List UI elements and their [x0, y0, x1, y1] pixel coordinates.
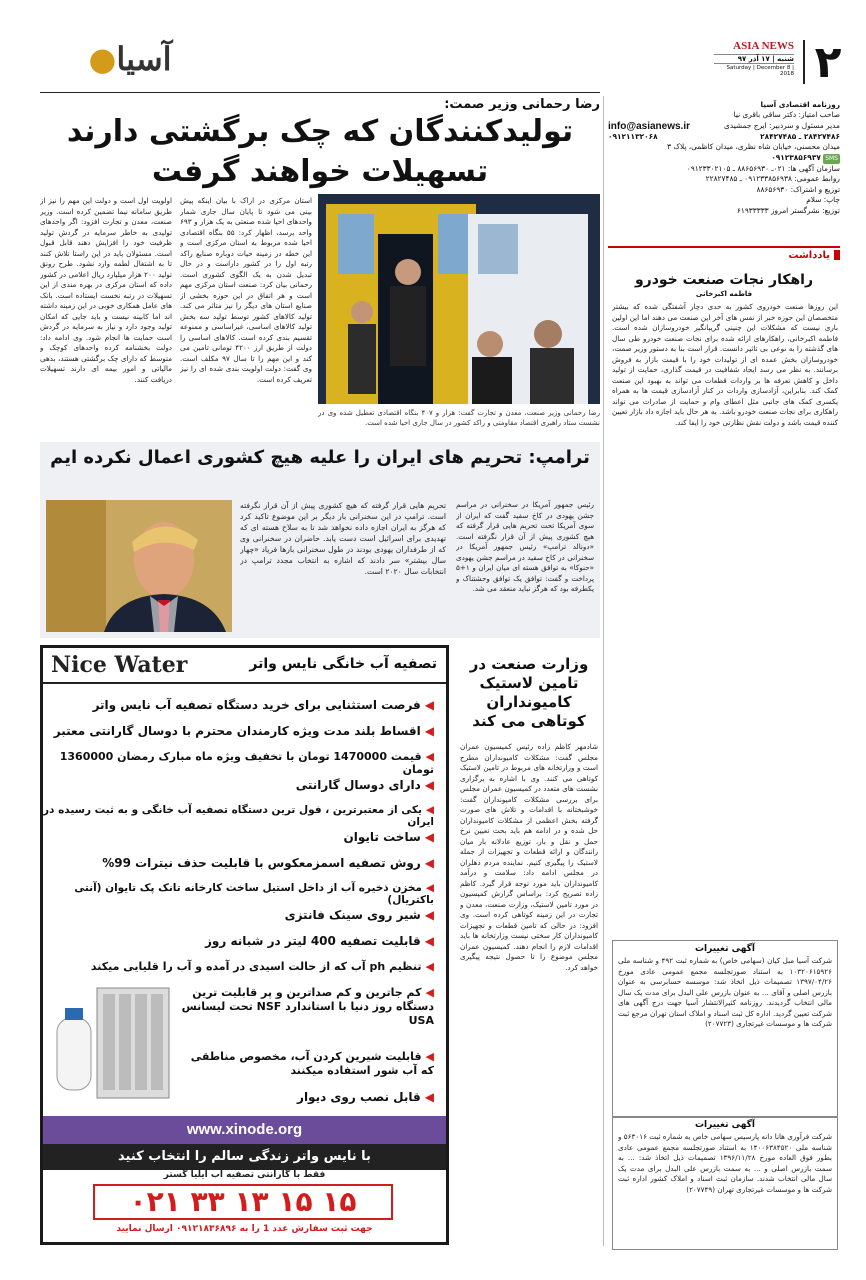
arrow-icon: ◀ [425, 804, 434, 816]
arrow-icon: ◀ [424, 908, 434, 922]
nice-water-ad[interactable] [40, 645, 449, 1245]
section-label: یادداشت [608, 246, 840, 264]
ad-feature: ◀اقساط بلند مدت ویژه کارمندان محترم با دوسال گارانتی معتبر [53, 724, 434, 738]
lead-photo [318, 194, 600, 404]
arrow-icon: ◀ [424, 698, 434, 712]
arrow-icon: ◀ [424, 1090, 434, 1104]
lead-column: استان مرکزی در اراک با بیان اینکه پیش بینی می شود تا پایان سال جاری شمار واحدهای احیا شده صنعتی به یک هزار و ۶۹۳ واحد برسد، اظهار کرد: ۵۵ بنگاه اقتصادی احیا شده مربوط به استان مرکزی است و این خطه در زمینه حیات دوباره صنایع راکد رتبه اول را در کشور داراست و در حال تبدیل شدن به یک الگوی کشوری است. رحمانی بیان کرد: صنعت استان مرکزی مهم است و هر اتفاق در این حوزه بخشی از صنایع استان های دیگر را نیز متاثر می کند. تولید کالاهای کشور توسط تولید سه بخش تولید کالاهای اساسی، غیراساسی و ممنوعه تقسیم بندی کرده است. کالاهای اساسی را دولت از طریق ارز ۴۲۰۰ تومانی تامین می کند و این مهم را تا سال ۹۷ مکلف است. وی گفت: دولت اولویت بندی شده ای را نیز تعریف کرده است. [180, 196, 312, 384]
photo-caption: رضا رحمانی وزیر صنعت، معدن و تجارت گفت: هزار و ۴۰۷ بنگاه اقتصادی تعطیل شده وی در نشست ستاد راهبری اقتصاد مقاومتی و راکد کشور در سال جاری احیا شده است. [318, 409, 600, 427]
ad-slogan: با نایس واتر زندگی سالم را انتخاب کنید [43, 1144, 446, 1170]
lead-column: اولویت اول است و دولت این مهم را نیز از طریق سامانه نیما تضمین کرده است. وزیر صنعت، معدن و تجارت افزود: اگر واحدهای تولیدی به خاطر سرمایه در گردش تولید ظرفیت خود را افزایش دهند قابل قبول است. مسئولان باید در این راستا تلاش کنند تا به اشتغال لطمه وارد نشود. طرح رونق تولید ۲۰۰ هزار میلیارد ریال اعلامی در کشور داده که استان مرکزی در بهره مندی از این تسهیلات در رتبه نخست ایستاده است. بانک های عامل همکاری خوبی در این زمینه داشته اند اما کابینه نیست و باید جایی که امکان تولید وجود دارد و نیاز به سرمایه در گردش است حمایت ها انجام شود. وی ادامه داد: دولت بخشنامه کرده واحدهای کوچک و متوسط که دارای چک برگشتی هستند، بدهی مالیاتی و امور بیمه ای دارند تسهیلات دریافت کنند. [40, 196, 172, 384]
legal-notice-title: آگهی تغییرات [694, 944, 756, 954]
date-fa: شنبه | ۱۷ آذر ۹۷ [714, 54, 794, 64]
arrow-icon: ◀ [424, 724, 434, 738]
email-link[interactable]: info@asianews.ir [608, 120, 690, 132]
arrow-icon: ◀ [425, 1050, 434, 1063]
train-scene-icon [318, 194, 600, 404]
logo-dot-icon: ● [88, 40, 117, 78]
imprint-line: مدیر مسئول و سردبیر: ایرج جمشیدی [724, 120, 840, 130]
date-en: Saturday | December 8 | 2018 [726, 65, 794, 77]
ad-feature: ◀کم جاترین و کم صداترین و پر قابلیت ترین دستگاه روز دنیا با استاندارد NSF تحت لیسانس USA [181, 986, 434, 1027]
arrow-icon: ◀ [425, 750, 434, 763]
imprint-box [608, 100, 840, 216]
brand-name: ASIA NEWS [733, 40, 794, 52]
imprint-line: چاپ: سلام [806, 195, 840, 205]
imprint-line: میدان محسنی، خیابان شاه نظری، میدان کاظمی، پلاک ۳ [667, 142, 840, 152]
water-filter-icon [53, 978, 173, 1108]
legal-notice [612, 1116, 838, 1250]
arrow-icon: ◀ [424, 830, 434, 844]
ad-brand-en: Nice Water [51, 652, 188, 678]
trump-photo [46, 500, 232, 632]
ad-phone[interactable]: ۰۲۱ ۳۳ ۱۳ ۱۵ ۱۵ [93, 1184, 393, 1220]
section-marker-icon [834, 250, 840, 260]
imprint-line: صاحب امتیاز: دکتر ساقی باقری نیا [733, 110, 840, 120]
arrow-icon: ◀ [424, 856, 434, 870]
arrow-icon: ◀ [425, 986, 434, 999]
legal-notice-body: شرکت فرآوری هانا دانه پارسیس سهامی خاص به شماره ثبت ۵۶۳۰۱۶ و شناسه ملی ۱۴۰۰۶۳۸۴۵۲۰ به استناد صورتجلسه مجمع عمومی عادی بطور فوق العاده مورخ ۱۳۹۶/۱۱/۲۸ تصمیمات ذیل اتخاذ شد: ... به سمت بازرس اصلی و ... به سمت بازرس علی البدل برای مدت یک سال مالی انتخاب شدند. سازمان ثبت اسناد و املاک کشور اداره ثبت شرکت ها و موسسات غیرتجاری تهران (۲۰۷۷۴۹) [618, 1132, 832, 1194]
filter-product [53, 978, 173, 1108]
sms-icon: SMS [823, 154, 840, 164]
vezarat-headline: وزارت صنعت در تامین لاستیک کامیونداران کوتاهی می کند [469, 655, 589, 730]
note-body: این روزها صنعت خودروی کشور به حدی دچار آشفتگی شده که بیشتر متخصصان این حوزه خبر از نفس های آخر این صنعت می دهند اما این اولین باری نیست که مشکلات این چنینی گریبانگیر خودروسازان شده است. فاطمه اکبرخانی، راهکارهای ارائه شده برای نجات صنعت خودرو طی سال های گذشته را به نوعی بی تاثیر دانست. قرار است بنا به دستور وزیر صمت، خودروسازان بخش عمده ای از تولیدات خود را با قیمت بازار به فروش برسانند. به نظر می رسد ایجاد شفافیت در قیمت گذاری، حمایت از تولید داخل و کاهش تعرفه ها بر واردات قطعات می تواند به بهبود این صنعت کمک کند. بنابراین، آزادسازی واردات در کنار آزادسازی قیمت ها به همراه یکسری کمک های جانبی مثل اعطای وام و حمایت از صادرات می تواند راهکاری برای نجات صنعت خودرو باشد. به هر حال باید اجازه داد بازار تعیین کننده قیمت باشد و دولت نقش نظارتی خود را ایفا کند. [612, 302, 838, 427]
ad-feature: ◀قیمت 1470000 تومان با تخفیف ویژه ماه مبارک رمضان 1360000 تومان [59, 750, 434, 776]
note-title: راهکار نجات صنعت خودرو [634, 272, 814, 288]
trump-headline: ترامپ: تحریم های ایران را علیه هیچ کشوری اعمال نکرده ایم [50, 447, 590, 468]
ad-feature: ◀ساخت تایوان [343, 830, 434, 844]
ad-feature: ◀قابلیت شیرین کردن آب، مخصوص مناطقی که آب شور استفاده میکنند [190, 1050, 434, 1077]
ad-sms-line: جهت ثبت سفارش عدد 1 را به ۰۹۱۲۱۸۳۶۸۹۶ ارسال نمایید [116, 1224, 373, 1234]
imprint-line: توزیع و اشتراک: ۸۸۶۵۶۹۳۰ [756, 184, 840, 194]
arrow-icon: ◀ [425, 960, 434, 973]
newspaper-logo: ●آسیا [88, 40, 172, 78]
imprint-line: روابط عمومی: ۰۹۱۲۳۳۸۵۶۹۳۸ ـ ۲۲۸۲۷۴۸۵ [705, 174, 840, 184]
phone-line: ۲۸۴۲۷۴۸۶ ـ ۲۸۴۲۷۴۸۵ [760, 131, 840, 141]
ad-website-link[interactable]: www.xinode.org [43, 1116, 446, 1144]
ad-feature: ◀مخزن ذخیره آب از داخل استیل ساخت کارخانه تانک پک تایوان (آنتی باکتریال) [74, 882, 434, 906]
portrait-icon [46, 500, 232, 632]
ad-brand-fa: تصفیه آب خانگی نایس واتر [249, 656, 437, 672]
imprint-line: توزیع: نشرگستر امروز ۶۱۹۳۳۳۳۳ [736, 205, 840, 215]
legal-notice-title: آگهی تغییرات [694, 1120, 756, 1130]
legal-notice [612, 940, 838, 1118]
lead-headline: تولیدکنندگان که چک برگشتی دارند تسهیلات خواهند گرفت [66, 114, 574, 189]
ad-feature: ◀روش تصفیه اسمزمعکوس با قابلیت حذف نیترات 99% [102, 856, 434, 870]
imprint-line: روزنامه اقتصادی آسیا [760, 100, 840, 109]
ad-feature: ◀یکی از معتبرترین ، فول ترین دستگاه تصفیه آب خانگی و به ثبت رسیده در ایران [42, 804, 434, 828]
ad-feature: ◀شیر روی سینک فانتزی [284, 908, 434, 922]
phone-line: ۰۹۱۲۱۱۳۲۰۶۸ [608, 131, 658, 141]
trump-column: تحریم هایی قرار گرفته که هیچ کشوری پیش از آن قرار نگرفته است. ترامپ در این سخنرانی بار دیگر بر این موضوع تاکید کرد که هرگز به ایران اجازه داده نخواهد شد تا به سلاح هسته ای که تهدیدی برای اسرائیل است دست یابد. حاضران در سخنرانی وی که از طرفداران یهودی بودند در طول سخنرانی بارها فریاد «چهار سال بیشتر» سر دادند که اشاره به انتخاب مجدد ترامپ در انتخابات سال ۲۰۲۰ است. [240, 501, 446, 576]
arrow-icon: ◀ [424, 934, 434, 948]
page-number: ۲ [814, 37, 842, 88]
sms-number: ۰۹۱۲۳۸۵۶۹۳۷ [771, 152, 821, 162]
note-author: فاطمه اکبرخانی [695, 290, 753, 298]
ad-feature: ◀قابلیت تصفیه 400 لیتر در شبانه روز [205, 934, 434, 948]
arrow-icon: ◀ [425, 882, 434, 894]
ad-feature: ◀تنظیم ph آب که از حالت اسیدی در آمده و آب را قلیایی میکند [90, 960, 434, 973]
ad-feature: ◀قابل نصب روی دیوار [297, 1090, 434, 1104]
ad-feature: ◀دارای دوسال گارانتی [295, 778, 434, 792]
ad-feature: ◀فرصت استثنایی برای خرید دستگاه تصفیه آب نایس واتر [92, 698, 434, 712]
ad-warranty: فقط با گارانتی تصفیه آب ایلیا گستر [163, 1170, 326, 1180]
arrow-icon: ◀ [424, 778, 434, 792]
trump-column: رئیس جمهور آمریکا در سخنرانی در مراسم جشن یهودی در کاخ سفید گفت که ایران از سوی آمریکا تحت تحریم هایی قرار گرفته که هیچ کشوری پیش از آن قرار نگرفته است. «دونالد ترامپ» رئیس جمهور آمریکا در سخنرانی در کاخ سفید در مراسم جشن یهودی «حنوکا» به توافق هسته ای میان ایران و ۱+۵ پرداخت و گفت: توافق یک توافق وحشتناک و یکطرفه بود که هرگز نباید منعقد می شد. [456, 500, 594, 593]
imprint-line: سازمان آگهی ها: ۰۲۱ـ ۸۸۶۵۶۹۳۰ ـ ۰۹۱۲۳۳۰۲۱۰۵ [686, 164, 840, 174]
lead-kicker: رضا رحمانی وزیر صمت: [444, 97, 600, 112]
brand-label [714, 40, 794, 77]
vezarat-body: شادمهر کاظم زاده رئیس کمیسیون عمران مجلس گفت: مشکلات کامیونداران مطرح است و وزارتخانه های مربوط در تامین لاستیک کوتاهی می کنند. وی با اشاره به برگزاری نشست های متعدد در کمیسیون عمران مجلس برای بررسی مشکلات کامیونداران گفت: خوشبختانه با اقدامات و تلاش های صورت گرفته بخش اعظمی از مشکلات کامیونداران حل شده و در ادامه هم باید بحث تعیین نرخ حمل و نقل و بار، توزیع عادلانه بار میان رانندگان و ارائه قطعات و تجهیزات از جمله لاستیک را پیگیری کنیم. نماینده مردم دهلران در مجلس ادامه داد: سلامت و درآمد کامیونداران باید مورد توجه قرار گیرد. کاظم زاده تصریح کرد: براساس گزارش کمیسیون در مورد تامین لاستیک، وزارت صنعت، معدن و تجارت در این زمینه کوتاهی کرده است. وی افزود: در حالی که تامین قطعات و تجهیزات کامیونداران کار سختی نیست وزارتخانه ها باید اقدامات لازم را انجام دهند. کمیسیون عمران مجلس موضوع را تا حصول نتیجه پیگیری خواهد کرد. [460, 742, 598, 972]
legal-notice-body: شرکت آسیا مبل کیان (سهامی خاص) به شماره ثبت ۴۹۲ و شناسه ملی ۱۰۳۲۰۶۱۵۹۲۶ به استناد صورتجلسه مجمع عمومی عادی مورخ ۱۳۹۷/۰۴/۲۶ تصمیمات ذیل اتخاذ شد: موسسه حسابرسی به عنوان بازرس اصلی و آقای ... به عنوان بازرس علی البدل برای مدت یک سال مالی انتخاب گردیدند. روزنامه کثیرالانتشار آسیا جهت درج آگهی های شرکت تعیین گردید. اداره کل ثبت اسناد و املاک استان تهران مرجع ثبت شرکت ها و موسسات غیرتجاری (۲۰۷۷۲۳) [618, 956, 832, 1028]
